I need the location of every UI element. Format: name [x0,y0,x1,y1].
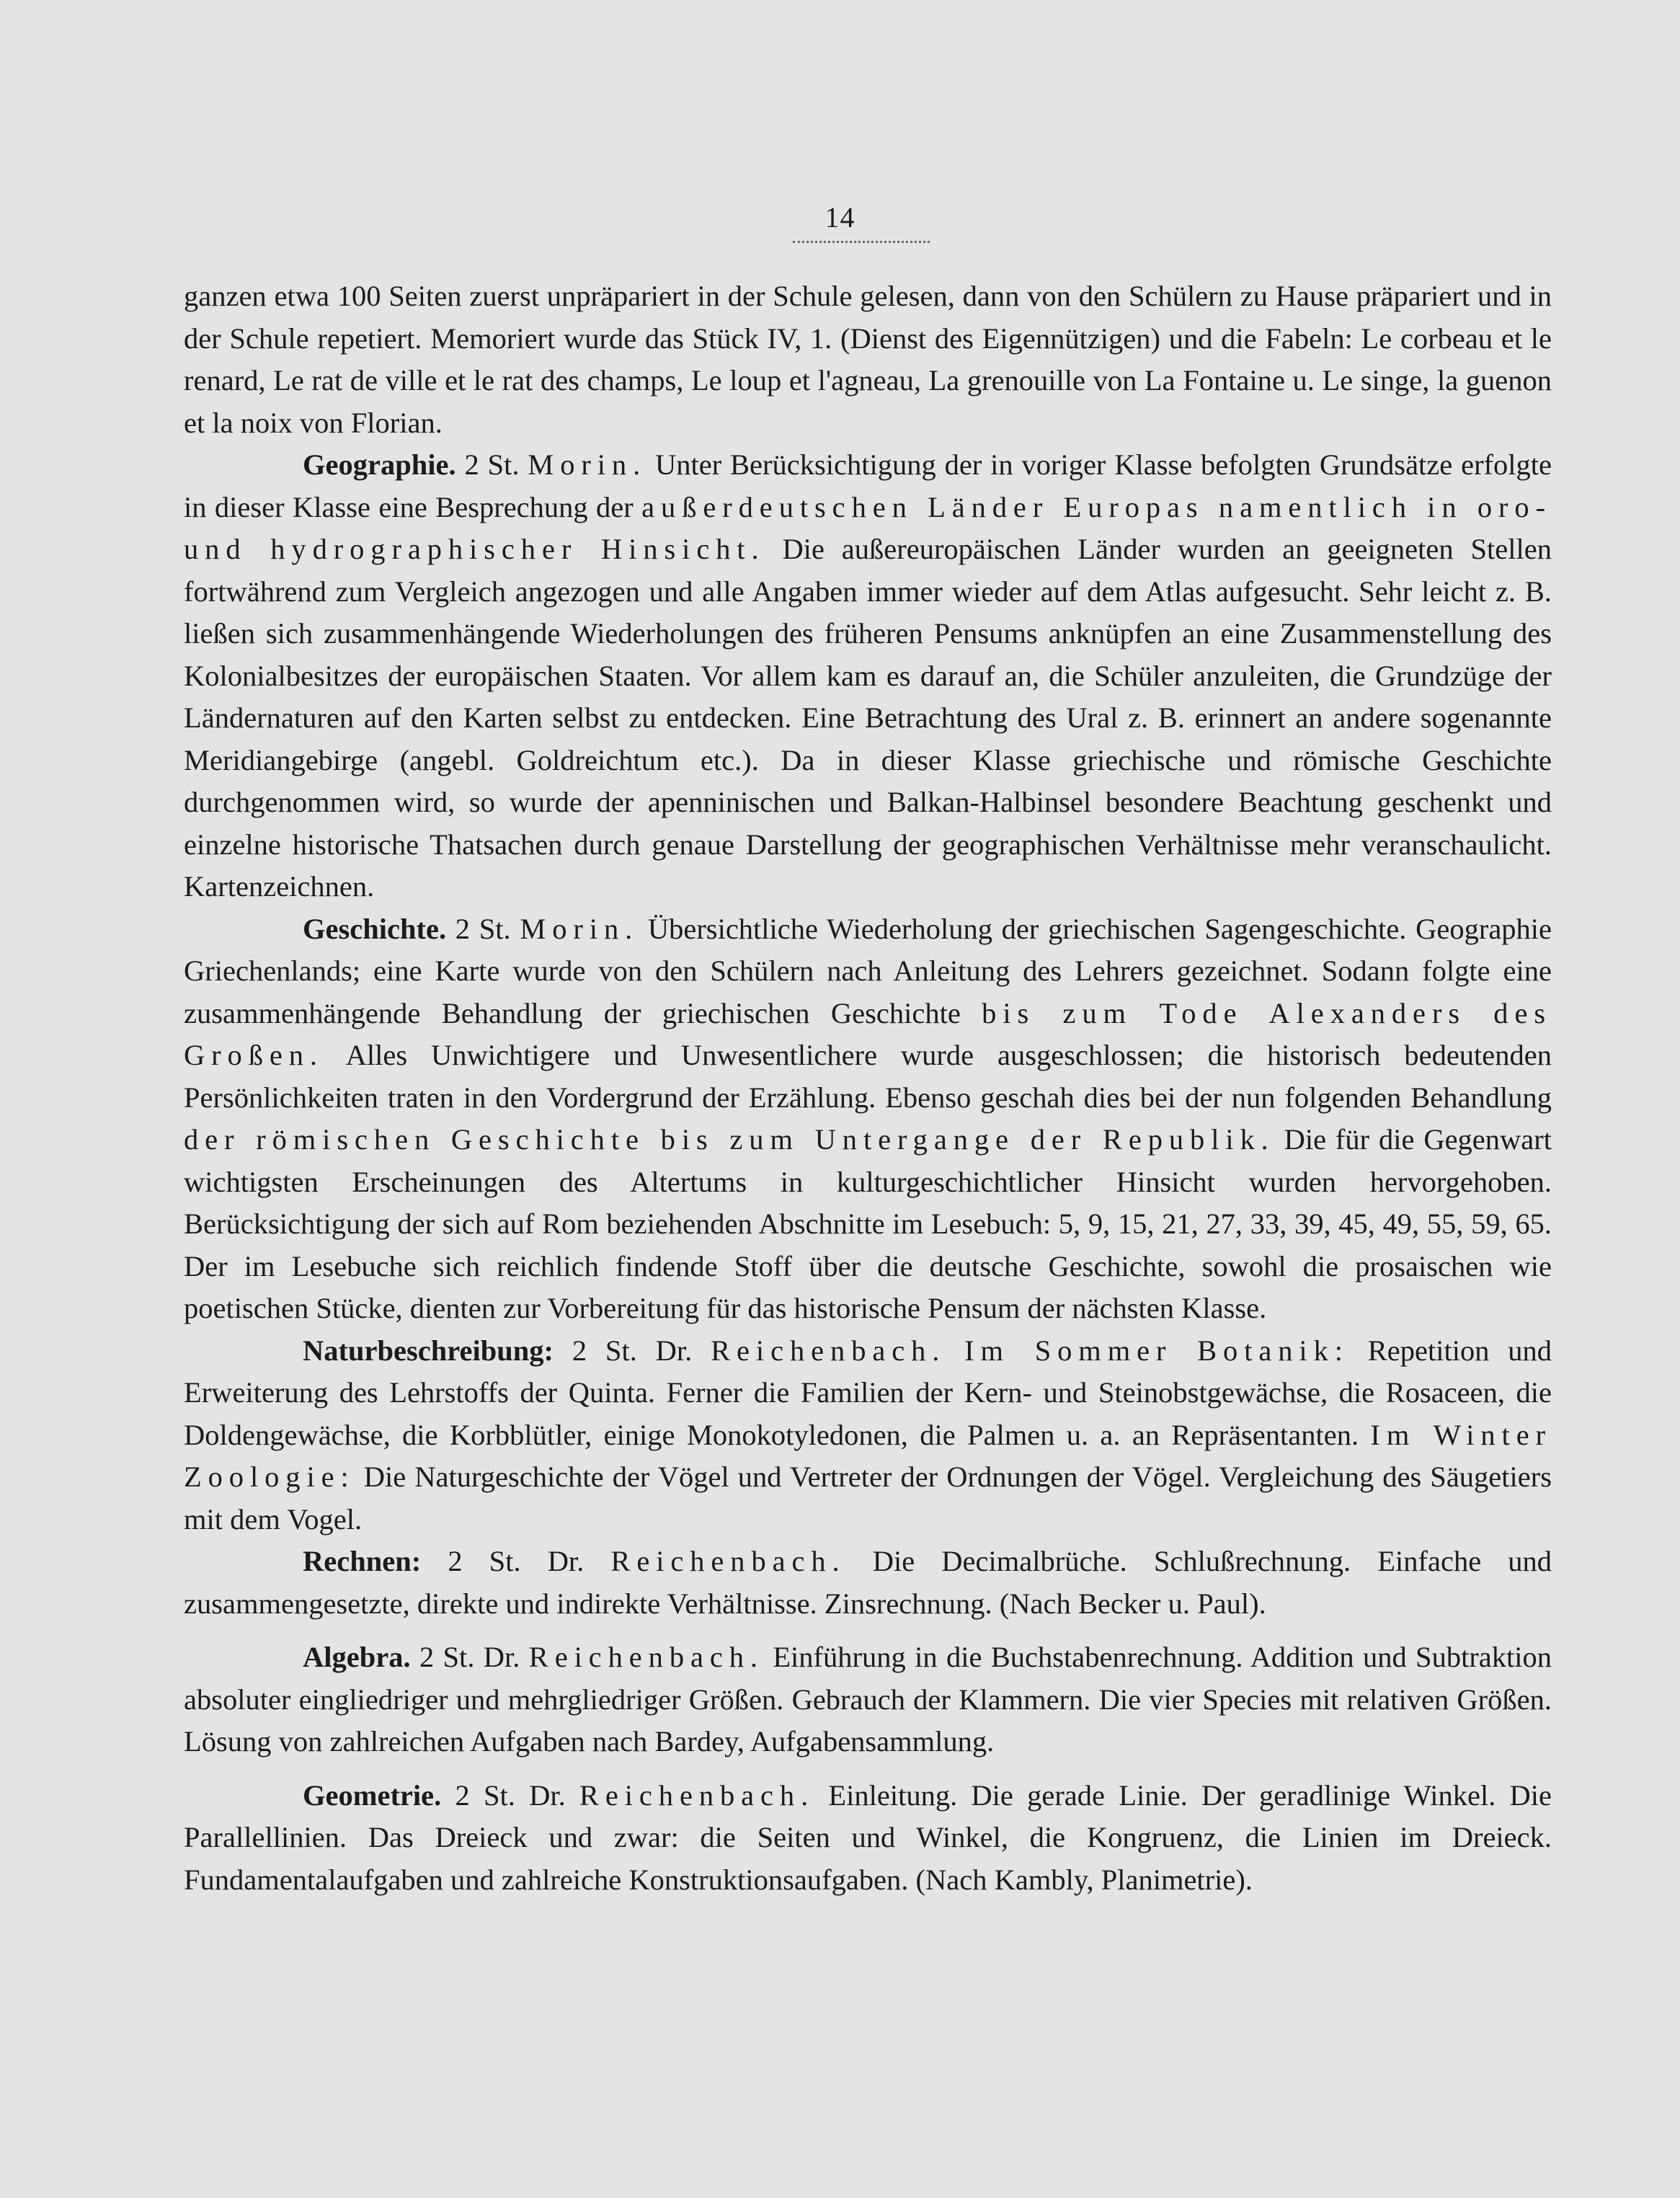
geschichte-text-3: Die für die Gegenwart wichtigsten Erscheinungen des Altertums in kulturgeschichtlicher Hinsicht wurden hervorgehoben. Berücksichtigung der sich auf Rom beziehenden Abschnitte im Lesebuch: 5, 9, 15, 21, 27, 33, 39, 45, 49, 55, 59, 65. Der im Lesebuche sich reichlich findende Stoff über die deutsche Geschichte, sowohl die prosaischen wie poetischen Stücke, dienten zur Vorbereitung für das historische Pensum der nächsten Klasse. [184,1123,1552,1324]
geographie-hours: 2 St. [464,448,520,481]
geschichte-hours: 2 St. [455,912,511,945]
naturbeschreibung-subject: Naturbeschreibung: [303,1334,554,1367]
geometrie-teacher: Reichenbach. [579,1778,815,1812]
intro-text: ganzen etwa 100 Seiten zuerst unpräpariert in der Schule gelesen, dann von den Schülern zu Hause präpariert und in der Schule repetiert. Memoriert wurde das Stück IV, 1. (Dienst des Eigennützigen) und die Fabeln: Le corbeau et le renard, Le rat de ville et le rat des champs, Le loup et l'agneau, La grenouille von La Fontaine u. Le singe, la guenon et la noix von Florian. [184,280,1552,439]
naturbeschreibung-text-1: Repetition und Erweiterung des Lehrstoffs der Quinta. Ferner die Familien der Kern- und Steinobstgewächse, die Rosaceen, die Doldengewächse, die Korbblütler, einige Monokotyledonen, die Palmen u. a. an Repräsentanten. [184,1334,1552,1451]
page-number: 14 [825,201,855,234]
rechnen-hours: 2 St. [448,1545,521,1577]
geschichte-spaced-2: der römischen Geschichte bis zum Untergange der Republik. [184,1123,1275,1156]
geschichte-text-2: Alles Unwichtigere und Unwesentlichere wurde ausgeschlossen; die historisch bedeutenden Persönlichkeiten traten in den Vordergrund der Erzählung. Ebenso geschah dies bei der nun folgenden Behandlung [184,1039,1552,1114]
geometrie-subject: Geometrie. [303,1778,442,1812]
algebra-paragraph [184,1636,1552,1763]
geschichte-paragraph [184,908,1552,1330]
rechnen-paragraph [184,1541,1552,1625]
rechnen-subject: Rechnen: [303,1545,422,1577]
naturbeschreibung-spaced-1: Im Sommer Botanik: [964,1334,1349,1367]
algebra-teacher-prefix: Dr. [483,1641,520,1673]
report-body [184,275,1552,1901]
naturbeschreibung-text-2: Die Naturgeschichte der Vögel und Vertreter der Ordnungen der Vögel. Vergleichung des Säugetiers mit dem Vogel. [184,1461,1552,1536]
geometrie-hours: 2 St. [455,1778,515,1812]
geometrie-paragraph [184,1775,1552,1902]
naturbeschreibung-spaced-2: Im Winter Zoologie: [184,1418,1552,1493]
algebra-teacher: Reichenbach. [528,1641,764,1673]
intro-paragraph [184,275,1552,444]
naturbeschreibung-hours: 2 St. [572,1334,637,1367]
algebra-text-1: Einführung in die Buchstabenrechnung. Addition und Subtraktion absoluter eingliedriger und mehrgliedriger Größen. Gebrauch der Klammern. Die vier Species mit relativen Größen. Lösung von zahlreichen Aufgaben nach Bardey, Aufgabensammlung. [184,1641,1552,1758]
geschichte-teacher: Morin. [520,912,639,945]
naturbeschreibung-teacher: Reichenbach. [711,1334,946,1367]
geographie-subject: Geographie. [303,448,456,481]
geographie-text-2: Die außereuropäischen Länder wurden an geeigneten Stellen fortwährend zum Vergleich angezogen und alle Angaben immer wieder auf dem Atlas aufgesucht. Sehr leicht z. B. ließen sich zusammenhängende Wiederholungen des früheren Pensums anknüpfen an eine Zusammenstellung des Kolonialbesitzes der europäischen Staaten. Vor allem kam es darauf an, die Schüler anzuleiten, die Grundzüge der Ländernaturen auf den Karten selbst zu entdecken. Eine Betrachtung des Ural z. B. erinnert an andere sogenannte Meridiangebirge (angebl. Goldreichtum etc.). Da in dieser Klasse griechische und römische Geschichte durchgenommen wird, so wurde der apenninischen und Balkan-Halbinsel besondere Beachtung geschenkt und einzelne historische Thatsachen durch genaue Darstellung der geographischen Verhältnisse mehr veranschaulicht. Kartenzeichnen. [184,533,1552,903]
geographie-paragraph [184,444,1552,908]
rechnen-teacher-prefix: Dr. [547,1545,585,1577]
geographie-text-1: Unter Berücksichtigung der in voriger Klasse befolgten Grundsätze erfolgte in dieser Klasse eine Besprechung der [184,448,1552,523]
rechnen-text-1: Die Decimalbrüche. Schlußrechnung. Einfache und zusammengesetzte, direkte und indirekte Verhältnisse. Zinsrechnung. (Nach Becker u. Paul). [184,1545,1552,1620]
geographie-teacher: Morin. [528,448,647,481]
algebra-subject: Algebra. [303,1641,411,1673]
geschichte-spaced-1: bis zum Tode Alexanders des Großen. [184,996,1552,1071]
geschichte-subject: Geschichte. [303,912,447,945]
geometrie-teacher-prefix: Dr. [529,1778,566,1812]
geschichte-text-1: Übersichtliche Wiederholung der griechischen Sagengeschichte. Geographie Griechenlands; eine Karte wurde von den Schülern nach Anleitung des Lehrers gezeichnet. Sodann folgte eine zusammenhängende Behandlung der griechischen Geschichte [184,912,1552,1029]
page-number-underline [793,241,930,243]
geographie-spaced-1: außerdeutschen Länder Europas namentlich in oro- und hydrographischer Hinsicht. [184,490,1552,565]
naturbeschreibung-teacher-prefix: Dr. [655,1334,693,1367]
algebra-hours: 2 St. [419,1641,475,1673]
geometrie-text-1: Einleitung. Die gerade Linie. Der geradlinige Winkel. Die Parallellinien. Das Dreieck und zwar: die Seiten und Winkel, die Kongruenz, die Linien im Dreieck. Fundamentalaufgaben und zahlreiche Konstruktionsaufgaben. (Nach Kambly, Planimetrie). [184,1778,1552,1896]
naturbeschreibung-paragraph [184,1330,1552,1541]
rechnen-teacher: Reichenbach. [610,1545,846,1577]
